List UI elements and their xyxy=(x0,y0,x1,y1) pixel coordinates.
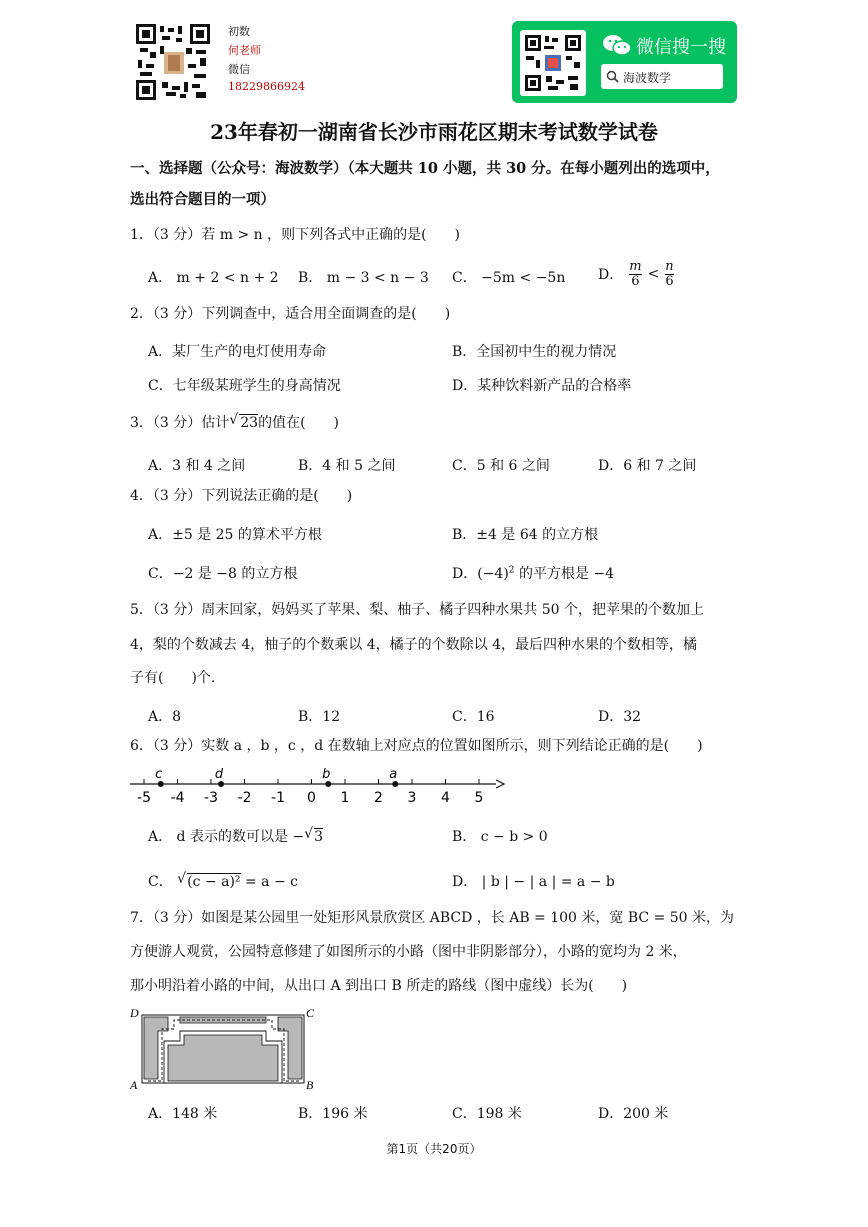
section-heading-line1: 一、选择题（公众号：海波数学）（本大题共 10 小题，共 30 分。在每小题列出的选项中， xyxy=(130,160,720,177)
contact-phone: 18229866924 xyxy=(228,80,305,93)
number-line xyxy=(128,764,508,808)
axis-tick-label: 2 xyxy=(374,790,383,806)
q4-stem: 4．（3 分）下列说法正确的是( ) xyxy=(130,488,353,504)
q5-option-a: A．8 xyxy=(148,709,182,725)
q4-option-c: C．−2 是 −8 的立方根 xyxy=(148,566,298,582)
qr-code-contact xyxy=(136,24,210,100)
q1-stem: 1．（3 分）若 m > n ，则下列各式中正确的是( ) xyxy=(130,227,461,243)
q7-option-c: C．198 米 xyxy=(452,1106,522,1122)
fig-label-d: D xyxy=(130,1006,139,1020)
q6-stem: 6．（3 分）实数 a ，b ，c ，d 在数轴上对应点的位置如图所示，则下列结论正确的是( ) xyxy=(130,738,703,754)
axis-tick-label: -1 xyxy=(271,790,285,806)
wechat-icon xyxy=(602,33,632,57)
q4-option-d: D．$(-4)^2$ 的平方根是 −4 xyxy=(452,565,615,582)
q1-option-d-op: < xyxy=(647,266,660,283)
contact-line3: 微信 xyxy=(228,63,250,76)
q7-line2: 方便游人观赏，公园特意修建了如图所示的小路（图中非阴影部分），小路的宽均为 2 米， xyxy=(130,944,687,960)
point-label-d: d xyxy=(214,767,224,782)
q3-stem: 3．（3 分）估计 √ 23的值在( ) xyxy=(130,412,340,431)
q4-option-a: A．±5 是 25 的算术平方根 xyxy=(148,527,322,543)
q7-option-b: B．196 米 xyxy=(298,1106,368,1122)
q7-option-d: D．200 米 xyxy=(598,1106,669,1122)
q1-option-d-label: D． xyxy=(598,267,624,284)
axis-arrow xyxy=(496,780,504,788)
q5-line3: 子有( )个. xyxy=(130,670,216,686)
axis-tick-label: -5 xyxy=(137,790,151,806)
page-footer: 第1页（共20页） xyxy=(386,1142,482,1156)
q5-line2: 4，梨的个数减去 4，柚子的个数乘以 4，橘子的个数除以 4，最后四种水果的个数相等，橘 xyxy=(130,637,697,653)
q6-option-b: B． c − b > 0 xyxy=(452,829,548,845)
wechat-banner xyxy=(512,21,737,103)
q2-option-c: C．七年级某班学生的身高情况 xyxy=(148,378,341,394)
q5-option-c: C．16 xyxy=(452,709,495,725)
q5-line1: 5．（3 分）周末回家，妈妈买了苹果、梨、柚子、橘子四种水果共 50 个，把苹果的个数加上 xyxy=(130,602,704,618)
contact-line2: 何老师 xyxy=(228,44,261,57)
axis-tick-label: -4 xyxy=(170,790,185,806)
q5-option-d: D．32 xyxy=(598,709,642,725)
q2-option-b: B．全国初中生的视力情况 xyxy=(452,344,617,360)
q1-fraction-right: $\frac{n}{6}$ xyxy=(665,259,674,289)
axis-tick-label: 3 xyxy=(407,790,417,806)
axis-tick-label: -3 xyxy=(204,790,218,806)
search-icon xyxy=(606,70,619,83)
page-title: 23年春初一湖南省长沙市雨花区期末考试数学试卷 xyxy=(210,120,658,144)
wechat-search-box[interactable] xyxy=(601,64,723,89)
q2-stem: 2．（3 分）下列调查中，适合用全面调查的是( ) xyxy=(130,306,451,322)
q2-option-d: D．某种饮料新产品的合格率 xyxy=(452,378,632,394)
q6-option-d: D． | b | − | a | = a − b xyxy=(452,874,615,890)
point-label-c: c xyxy=(155,767,163,782)
q7-line1: 7．（3 分）如图是某公园里一处矩形风景欣赏区 ABCD ，长 AB = 100 米，宽 BC = 50 米，为 xyxy=(130,910,735,926)
q7-figure xyxy=(128,1005,324,1091)
point-label-a: a xyxy=(389,767,398,782)
fig-label-b: B xyxy=(306,1078,314,1091)
q7-option-a: A．148 米 xyxy=(148,1106,218,1122)
axis-tick-label: 0 xyxy=(307,790,316,806)
q6-option-a: A． d 表示的数可以是 − √ 3 xyxy=(148,826,324,845)
q1-option-b: B． m − 3 < n − 3 xyxy=(298,270,429,286)
wechat-search-text: 海波数学 xyxy=(623,71,672,85)
q3-option-a: A．3 和 4 之间 xyxy=(148,458,246,474)
fig-label-c: C xyxy=(306,1006,315,1020)
q3-option-d: D．6 和 7 之间 xyxy=(598,458,697,474)
q1-option-a: A． m + 2 < n + 2 xyxy=(148,270,279,286)
q1-option-d xyxy=(598,260,674,288)
axis-tick-label: 4 xyxy=(441,790,450,806)
q1-fraction-left: $\frac{m}{6}$ xyxy=(629,259,642,289)
fig-label-a: A xyxy=(130,1078,138,1091)
point-label-b: b xyxy=(322,767,331,782)
axis-tick-label: -2 xyxy=(237,790,252,806)
q3-option-c: C．5 和 6 之间 xyxy=(452,458,550,474)
q6-option-c: C． √ (c − a)² = a − c xyxy=(148,871,298,890)
section-heading-line2: 选出符合题目的一项） xyxy=(130,191,275,208)
axis-tick-label: 1 xyxy=(340,790,350,806)
wechat-search-title: 微信搜一搜 xyxy=(636,37,726,58)
axis-tick-label: 5 xyxy=(474,790,484,806)
contact-line1: 初数 xyxy=(228,25,250,38)
q3-radical: √ 23 xyxy=(229,412,259,431)
q5-option-b: B．12 xyxy=(298,709,341,725)
qr-code-wechat xyxy=(520,30,586,96)
q7-line3: 那小明沿着小路的中间，从出口 A 到出口 B 所走的路线（图中虚线）长为( ) xyxy=(130,978,628,994)
q1-option-c: C． −5m < −5n xyxy=(452,270,566,286)
q3-option-b: B．4 和 5 之间 xyxy=(298,458,396,474)
q4-option-b: B．±4 是 64 的立方根 xyxy=(452,527,599,543)
q2-option-a: A．某厂生产的电灯使用寿命 xyxy=(148,344,327,360)
